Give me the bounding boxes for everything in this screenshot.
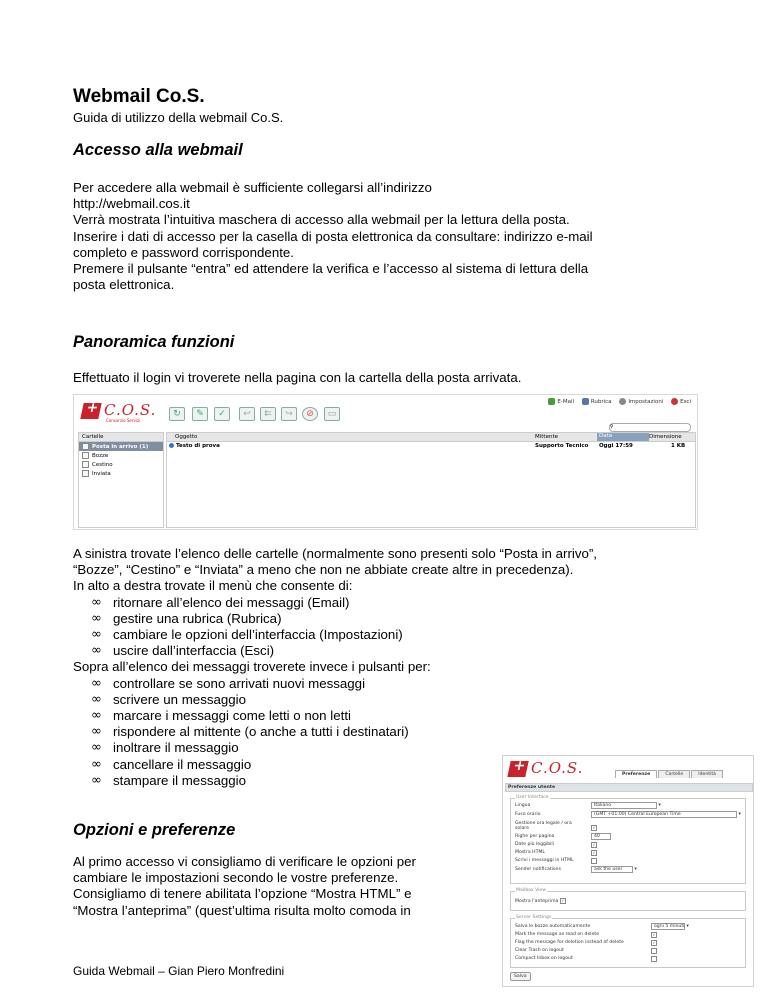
user-interface-group: User Interface Lingua Italiano ▾ Fuso orario (GMT +01:00) Central European Time ▾ Gestione ora legale / ora solare ✓ Righe per pagina 40 Date più leggibili ✓ Mostra HTML ✓ Scrivi i messaggi in HTML Sender notifications ask the user ▾ (510, 798, 746, 884)
cos-logo: + C.O.S. (509, 759, 587, 781)
list-item: ∞ controllare se sono arrivati nuovi messaggi (91, 675, 366, 691)
print-icon[interactable]: ▭ (324, 407, 340, 421)
clear-trash-checkbox[interactable] (651, 948, 657, 956)
logout-icon (671, 398, 678, 405)
preferences-bar: Preferenze utente (505, 783, 753, 792)
column-size[interactable]: Dimensione (649, 434, 682, 440)
message-list-header (167, 433, 695, 442)
timezone-select[interactable]: (GMT +01:00) Central European Time ▾ (591, 811, 741, 818)
heading-opzioni: Opzioni e preferenze (73, 821, 236, 839)
list-item: ∞ ritornare all’elenco dei messaggi (Email) (91, 594, 350, 610)
unread-dot-icon (169, 443, 174, 448)
text-line: Premere il pulsante “entra” ed attendere la verifica e l’accesso al sistema di lettura della (73, 261, 589, 277)
trash-icon (82, 461, 89, 468)
column-date[interactable]: Data (597, 433, 649, 441)
autosave-select[interactable]: ogni 5 minuti ▾ (651, 923, 689, 930)
sent-icon (82, 470, 89, 477)
text-line: Per accedere alla webmail è sufficiente collegarsi all’indirizzo (73, 180, 432, 195)
text-line: Consigliamo di tenere abilitata l’opzione “Mostra HTML” e (73, 886, 412, 902)
list-item: ∞ cambiare le opzioni dell’interfaccia (Impostazioni) (91, 627, 403, 643)
compose-html-checkbox[interactable] (591, 858, 597, 866)
folder-sent[interactable]: Inviata (79, 469, 163, 478)
list-item: ∞ rispondere al mittente (o anche a tutti i destinatari) (91, 724, 409, 740)
folder-inbox[interactable]: Posta in arrivo (1) (79, 442, 163, 451)
text-line: completo e password corrispondente. (73, 244, 294, 260)
message-list (166, 432, 696, 528)
text-line: http://webmail.cos.it (73, 196, 190, 212)
webmail-header (74, 395, 697, 435)
swiss-cross-icon (80, 403, 101, 419)
folder-drafts[interactable]: Bozze (79, 451, 163, 460)
nav-esci[interactable]: Esci (671, 398, 691, 405)
text-line: “Mostra l’anteprima” (quest’ultima risulta molto comoda in (73, 902, 411, 918)
nav-rubrica[interactable]: Rubrica (582, 398, 612, 405)
save-button[interactable]: Salva (510, 972, 531, 981)
document-title: Webmail Co.S. (73, 86, 205, 107)
search-icon: ⚲ (610, 424, 614, 430)
paragraph-accesso (73, 180, 693, 293)
sender-notifications-select[interactable]: ask the user ▾ (591, 866, 637, 873)
tab-identita[interactable]: Identità (691, 770, 723, 778)
search-input[interactable] (609, 423, 691, 432)
delete-icon[interactable]: ⊘ (302, 407, 318, 421)
tab-preferenze[interactable]: Preferenze (615, 770, 657, 778)
compose-icon[interactable]: ✎ (192, 407, 208, 421)
compact-inbox-checkbox[interactable] (651, 956, 657, 964)
mark-read-icon[interactable]: ✓ (214, 407, 230, 421)
text-line: cambiare le impostazioni secondo le vostre preferenze. (73, 870, 399, 886)
preview-checkbox[interactable]: ✓ (561, 898, 565, 903)
list-item: ∞ marcare i messaggi come letti o non letti (91, 708, 351, 724)
webmail-inbox-screenshot (73, 394, 698, 530)
mailbox-view-group: Mailbox View Mostra l'anteprima ✓ (510, 891, 746, 911)
server-settings-group: Server Settings Salva le bozze automaticamente ogni 5 minuti ▾ Mark the message as read on delete ✓ Flag the message for deletion instead of delete ✓ Clear Trash on logout Compact Inbox on logout (510, 918, 746, 968)
reply-all-icon[interactable]: ⇇ (260, 407, 276, 421)
language-select[interactable]: Italiano ▾ (591, 802, 661, 809)
flag-deletion-checkbox[interactable]: ✓ (652, 940, 656, 945)
menu-bullet-list (73, 595, 693, 660)
text-line: In alto a destra trovate il menù che consente di: (73, 578, 353, 594)
text-line: Inserire i dati di accesso per la casella di posta elettronica da consultare: indirizzo e-mail (73, 228, 593, 244)
page-footer: Guida Webmail – Gian Piero Monfredini (73, 964, 285, 978)
show-html-checkbox[interactable]: ✓ (592, 850, 596, 855)
nav-email[interactable]: E-Mail (548, 398, 574, 405)
email-icon (548, 398, 555, 405)
panoramica-intro: Effettuato il login vi troverete nella pagina con la cartella della posta arrivata. (73, 370, 522, 385)
top-menu (542, 398, 691, 407)
tab-cartelle[interactable]: Cartelle (658, 770, 690, 778)
preferences-screenshot (502, 755, 754, 987)
heading-panoramica: Panoramica funzioni (73, 333, 235, 351)
inbox-icon (82, 443, 89, 450)
message-row[interactable]: Testo di prova Supporto Tecnico Oggi 17:59 1 KB (167, 442, 695, 450)
text-line: Verrà mostrata l’intuitiva maschera di accesso alla webmail per la lettura della posta. (73, 212, 570, 228)
reply-icon[interactable]: ↩ (239, 407, 255, 421)
heading-accesso: Accesso alla webmail (73, 141, 243, 159)
check-mail-icon[interactable]: ↻ (169, 407, 185, 421)
forward-icon[interactable]: ↪ (281, 407, 297, 421)
paragraph-panoramica (73, 546, 693, 789)
swiss-cross-icon (507, 761, 528, 777)
document-subtitle: Guida di utilizzo della webmail Co.S. (73, 110, 284, 125)
dst-checkbox[interactable]: ✓ (592, 825, 596, 830)
pretty-dates-checkbox[interactable]: ✓ (592, 842, 596, 847)
text-line: Al primo accesso vi consigliamo di verificare le opzioni per (73, 854, 416, 869)
read-on-delete-checkbox[interactable]: ✓ (652, 932, 656, 937)
folders-header: Cartelle (79, 433, 163, 442)
column-subject[interactable]: Oggetto (175, 434, 198, 440)
folder-trash[interactable]: Cestino (79, 460, 163, 469)
list-item: ∞ stampare il messaggio (91, 772, 247, 788)
text-line: Sopra all’elenco dei messaggi troverete invece i pulsanti per: (73, 659, 431, 675)
drafts-icon (82, 452, 89, 459)
text-line: posta elettronica. (73, 277, 175, 293)
paragraph-opzioni (73, 854, 483, 919)
text-line: “Bozze”, “Cestino” e “Inviata” a meno che non ne abbiate create altre in precedenza). (73, 562, 574, 578)
list-item: ∞ inoltrare il messaggio (91, 740, 239, 756)
column-sender[interactable]: Mittente (535, 434, 558, 440)
gear-icon (619, 398, 626, 405)
list-item: ∞ cancellare il messaggio (91, 756, 252, 772)
list-item: ∞ scrivere un messaggio (91, 691, 247, 707)
folder-list (78, 432, 164, 528)
text-line: A sinistra trovate l’elenco delle cartelle (normalmente sono presenti solo “Posta in arrivo”, (73, 546, 597, 561)
list-item: ∞ gestire una rubrica (Rubrica) (91, 610, 282, 626)
rows-per-page-input[interactable]: 40 (591, 833, 611, 840)
cos-logo: + C.O.S. Consorzio Servizi (82, 401, 160, 423)
list-item: ∞ uscire dall’interfaccia (Esci) (91, 643, 275, 659)
nav-impostazioni[interactable]: Impostazioni (619, 398, 663, 405)
address-book-icon (582, 398, 589, 405)
preferences-tabs (615, 770, 724, 778)
